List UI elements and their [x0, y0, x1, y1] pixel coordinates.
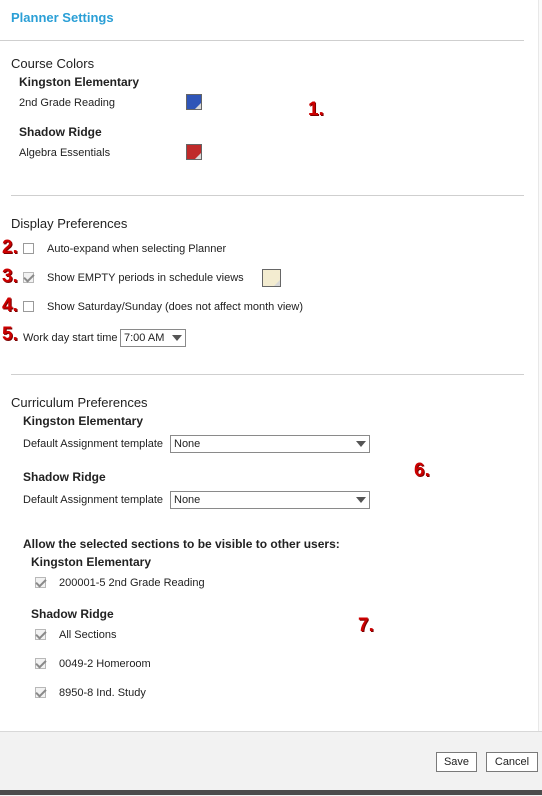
section-label: 0049-2 Homeroom — [59, 658, 151, 670]
divider — [11, 374, 524, 375]
course-color-swatch-2nd-grade-reading[interactable] — [186, 94, 202, 110]
section-visibility-checkbox[interactable] — [35, 577, 46, 588]
course-name-2nd-grade-reading: 2nd Grade Reading — [19, 97, 116, 109]
annotation-marker-4: 4. — [2, 295, 18, 316]
section-visibility-checkbox[interactable] — [35, 687, 46, 698]
course-colors-school-kingston: Kingston Elementary — [19, 75, 140, 89]
assignment-template-select-shadow-ridge[interactable] — [170, 491, 370, 509]
section-label: All Sections — [59, 629, 117, 641]
course-colors-heading: Course Colors — [11, 56, 95, 71]
dialog-title: Planner Settings — [11, 10, 114, 25]
visibility-school-shadow-ridge: Shadow Ridge — [31, 607, 114, 621]
save-button[interactable]: Save — [436, 752, 477, 772]
auto-expand-label: Auto-expand when selecting Planner — [47, 243, 227, 255]
chevron-down-icon — [172, 335, 182, 341]
annotation-marker-7: 7. — [358, 615, 374, 636]
curriculum-preferences-heading: Curriculum Preferences — [11, 395, 148, 410]
assignment-template-select-kingston[interactable] — [170, 435, 370, 453]
section-label: 200001-5 2nd Grade Reading — [59, 577, 205, 589]
annotation-marker-6: 6. — [414, 460, 430, 481]
curriculum-school-shadow-ridge: Shadow Ridge — [23, 470, 106, 484]
assignment-template-label-kingston: Default Assignment template — [23, 438, 164, 450]
empty-period-color-swatch[interactable] — [262, 269, 281, 287]
section-visibility-checkbox[interactable] — [35, 658, 46, 669]
annotation-marker-1: 1. — [308, 99, 324, 120]
cancel-button[interactable]: Cancel — [486, 752, 538, 772]
visibility-school-kingston: Kingston Elementary — [31, 555, 152, 569]
auto-expand-checkbox[interactable] — [23, 243, 34, 254]
section-label: 8950-8 Ind. Study — [59, 687, 146, 699]
work-day-start-select[interactable] — [120, 329, 186, 347]
annotation-marker-5: 5. — [2, 324, 18, 345]
work-day-start-label: Work day start time — [23, 332, 118, 344]
scrollbar[interactable] — [538, 0, 542, 731]
all-sections-checkbox[interactable] — [35, 629, 46, 640]
bottom-bar — [0, 790, 542, 795]
show-weekend-checkbox[interactable] — [23, 301, 34, 312]
section-visibility-heading: Allow the selected sections to be visible to other users: — [23, 537, 340, 551]
display-preferences-heading: Display Preferences — [11, 216, 128, 231]
show-empty-periods-checkbox[interactable] — [23, 272, 34, 283]
work-day-start-value: 7:00 AM — [124, 332, 165, 344]
course-color-swatch-algebra-essentials[interactable] — [186, 144, 202, 160]
course-name-algebra-essentials: Algebra Essentials — [19, 147, 111, 159]
assignment-template-value: None — [174, 438, 201, 450]
annotation-marker-3: 3. — [2, 266, 18, 287]
chevron-down-icon — [356, 497, 366, 503]
show-weekend-label: Show Saturday/Sunday (does not affect month view) — [47, 301, 303, 313]
divider — [11, 195, 524, 196]
divider — [0, 40, 524, 41]
assignment-template-value: None — [174, 494, 201, 506]
annotation-marker-2: 2. — [2, 237, 18, 258]
assignment-template-label-shadow-ridge: Default Assignment template — [23, 494, 164, 506]
chevron-down-icon — [356, 441, 366, 447]
course-colors-school-shadow-ridge: Shadow Ridge — [19, 125, 102, 139]
curriculum-school-kingston: Kingston Elementary — [23, 414, 144, 428]
show-empty-periods-label: Show EMPTY periods in schedule views — [47, 272, 244, 284]
